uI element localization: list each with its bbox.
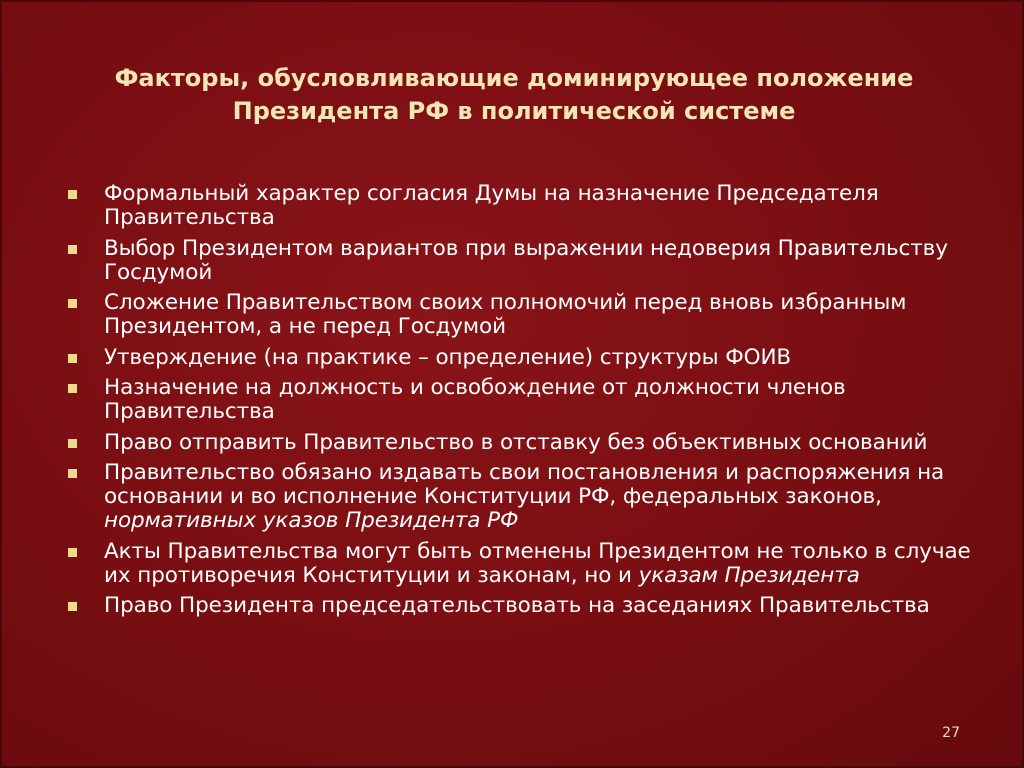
slide-title <box>62 62 966 128</box>
square-bullet-icon <box>68 245 77 254</box>
bullet-text: Формальный характер согласия Думы на назначение Председателя Правительства <box>104 181 879 230</box>
square-bullet-icon <box>68 439 77 448</box>
bullet-item-9 <box>62 594 982 618</box>
slide-title-line-1: Факторы, обусловливающие доминирующее положение <box>114 64 914 92</box>
bullet-text: Утверждение (на практике – определение) структуры ФОИВ <box>104 344 792 370</box>
italic-emphasis: указам Президента <box>638 562 860 588</box>
bullet-item-6 <box>62 431 982 455</box>
bullet-list <box>62 182 982 625</box>
bullet-text: Назначение на должность и освобождение от должности членов Правительства <box>104 375 846 424</box>
italic-emphasis: нормативных указов Президента РФ <box>104 508 519 533</box>
bullet-text: Правительство обязано издавать свои постановления и распоряжения на основании и во исполнение Конституции РФ, федеральных законов, <box>104 460 945 509</box>
bullet-item-1 <box>62 182 982 230</box>
bullet-text: Право Президента председательствовать на заседаниях Правительства <box>104 593 930 618</box>
bullet-item-5 <box>62 376 982 424</box>
bullet-text: Выбор Президентом вариантов при выражении недоверия Правительству Госдумой <box>104 235 948 285</box>
square-bullet-icon <box>68 190 77 199</box>
square-bullet-icon <box>68 548 77 557</box>
bullet-item-4 <box>62 346 982 370</box>
slide-title-line-2: Президента РФ в политической системе <box>232 97 796 125</box>
square-bullet-icon <box>68 354 77 363</box>
bullet-item-8 <box>62 540 982 588</box>
square-bullet-icon <box>68 384 77 393</box>
bullet-text: Сложение Правительством своих полномочий перед вновь избранным Президентом, а не перед Госдумой <box>104 290 907 339</box>
bullet-item-7 <box>62 461 982 533</box>
bullet-item-3 <box>62 291 982 339</box>
square-bullet-icon <box>68 602 77 611</box>
square-bullet-icon <box>68 299 77 308</box>
bullet-item-2 <box>62 237 982 285</box>
bullet-text: Акты Правительства могут быть отменены Президентом не только в случае их противоречия Конституции и законам, но и <box>104 538 971 588</box>
page-number: 27 <box>942 725 960 741</box>
square-bullet-icon <box>68 469 77 478</box>
bullet-text: Право отправить Правительство в отставку без объективных оснований <box>104 429 928 455</box>
